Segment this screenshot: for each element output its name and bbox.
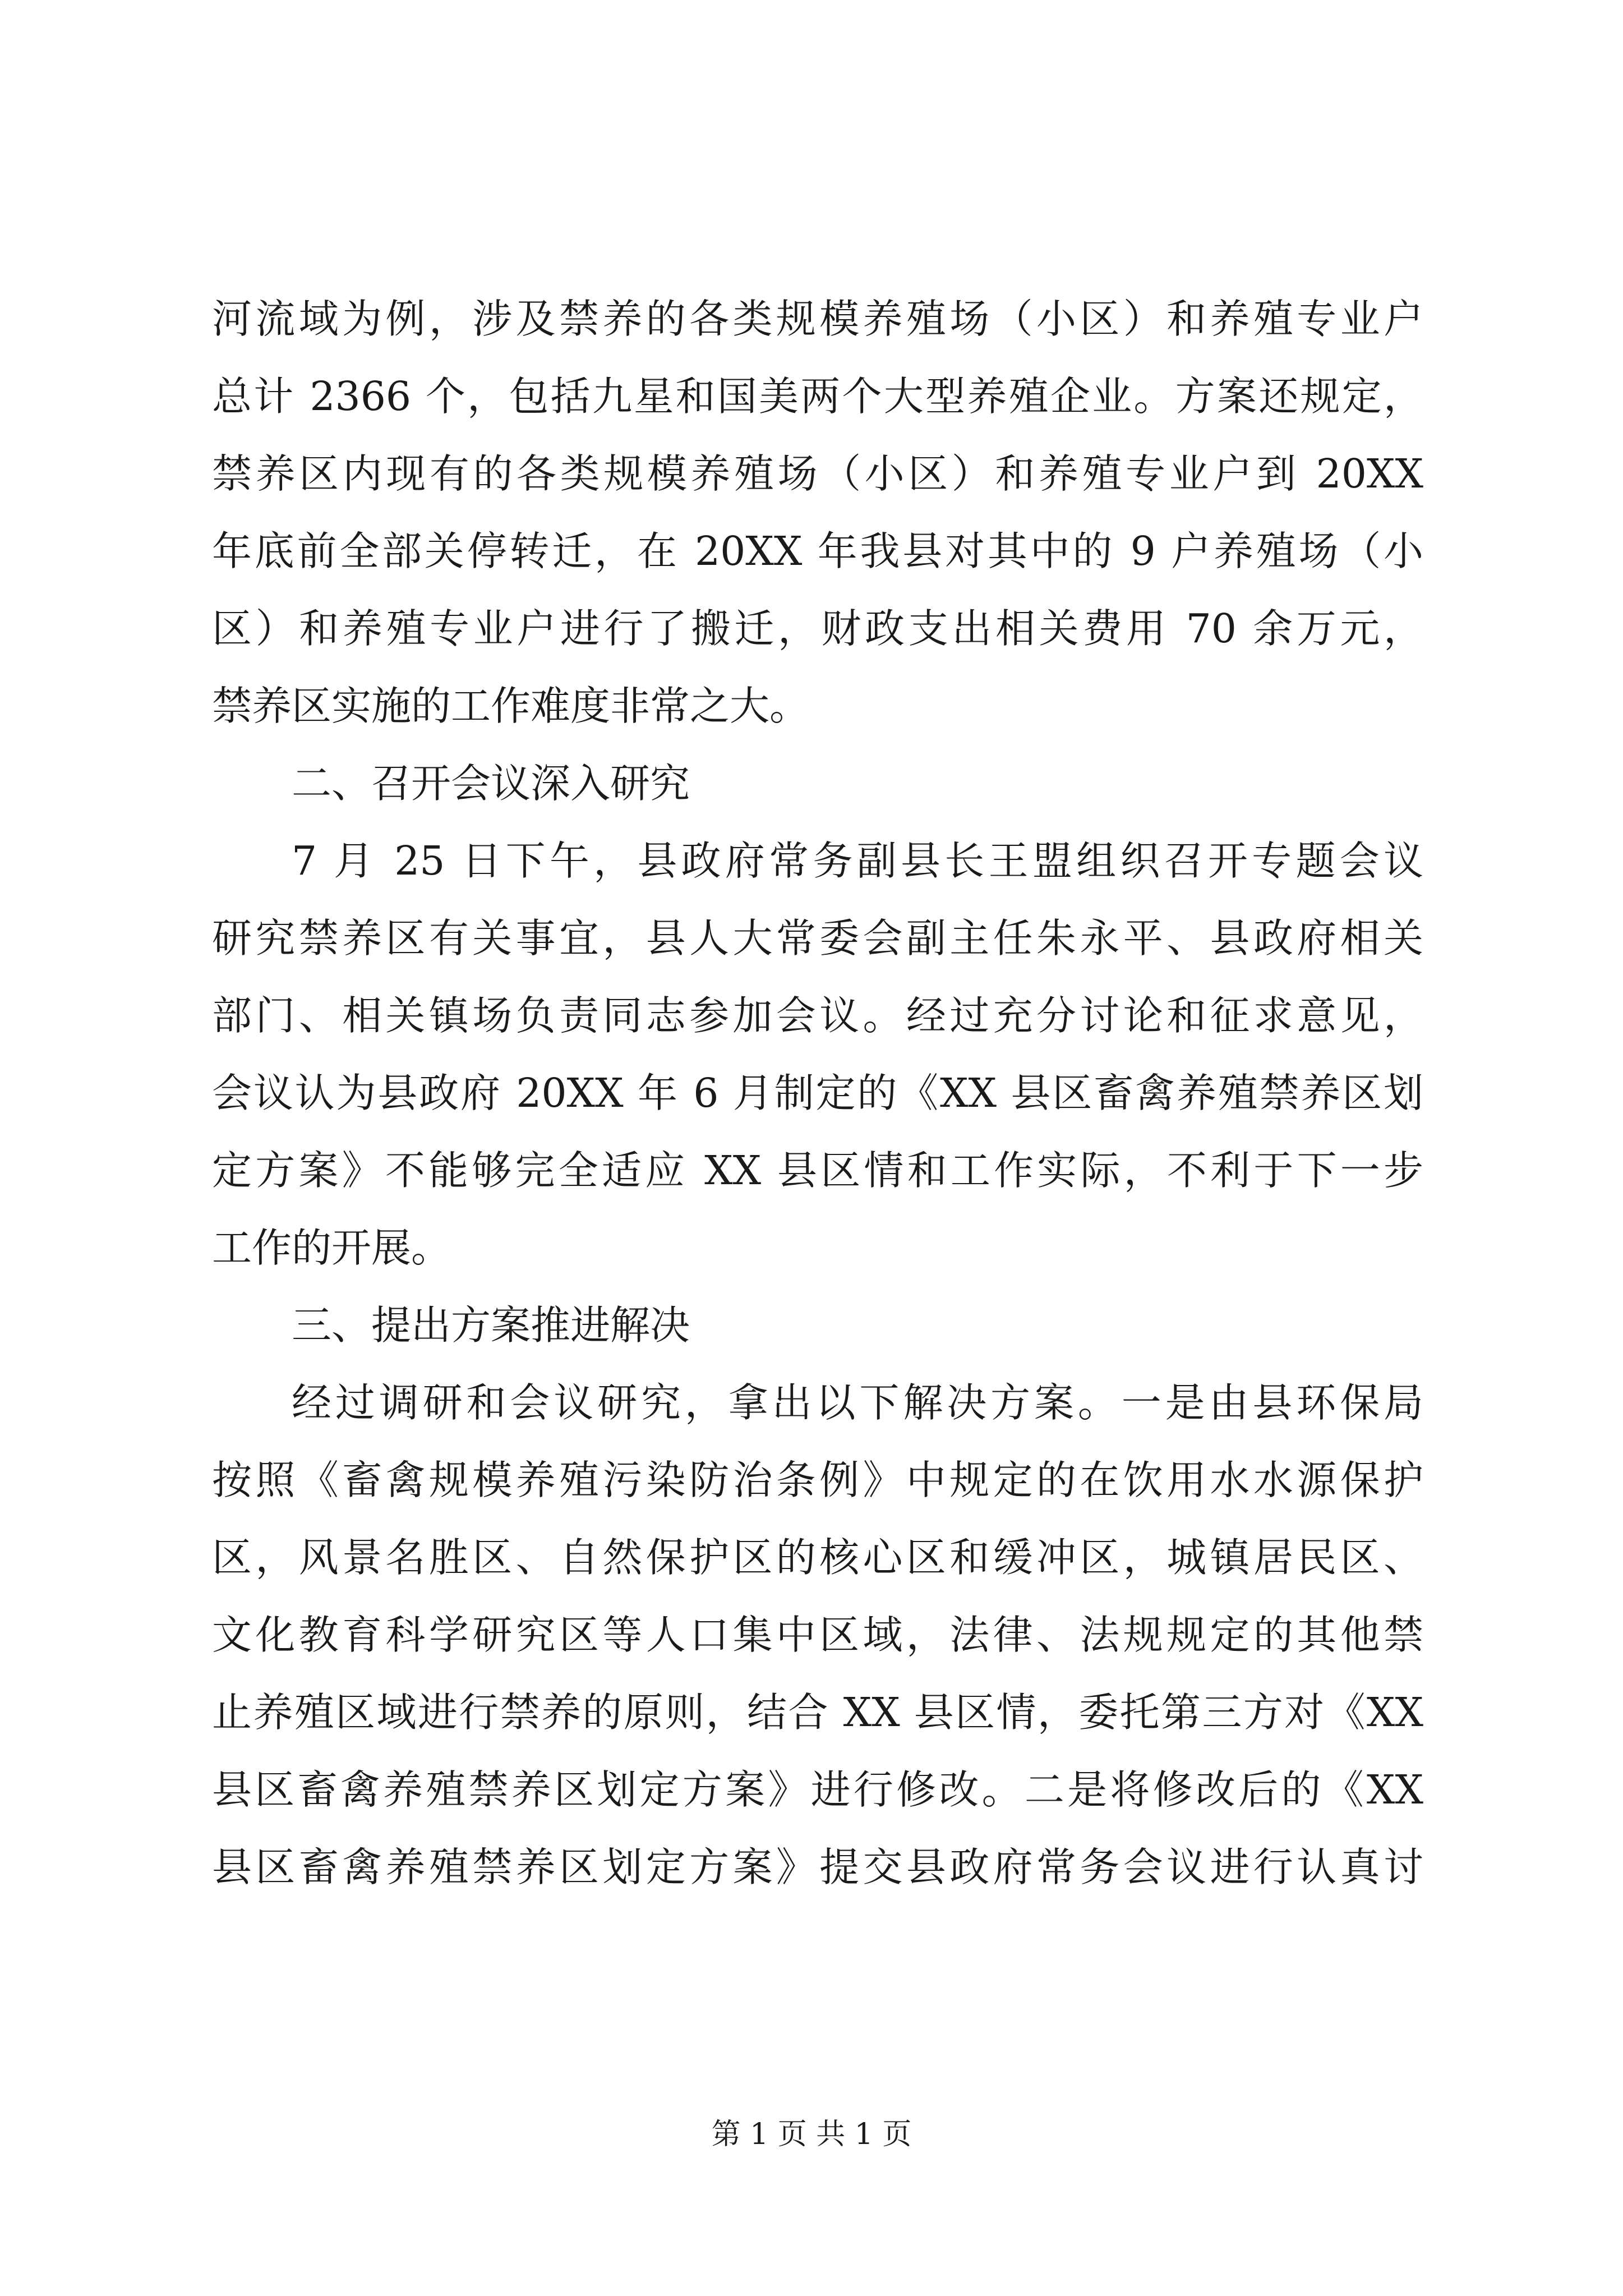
text-line: 定方案》不能够完全适应 XX 县区情和工作实际，不利于下一步 <box>212 1147 1423 1194</box>
text-line: 部门、相关镇场负责同志参加会议。经过充分讨论和征求意见， <box>212 992 1423 1039</box>
page-footer: 第 1 页 共 1 页 <box>711 2118 912 2151</box>
text-line: 禁养区内现有的各类规模养殖场（小区）和养殖专业户到 20XX <box>212 450 1423 497</box>
text-line: 会议认为县政府 20XX 年 6 月制定的《XX 县区畜禽养殖禁养区划 <box>212 1070 1423 1116</box>
text-line: 按照《畜禽规模养殖污染防治条例》中规定的在饮用水水源保护 <box>212 1457 1423 1503</box>
text-line: 区）和养殖专业户进行了搬迁，财政支出相关费用 70 余万元， <box>212 605 1423 652</box>
text-line: 县区畜禽养殖禁养区划定方案》进行修改。二是将修改后的《XX <box>212 1766 1423 1813</box>
text-line: 禁养区实施的工作难度非常之大。 <box>212 683 810 729</box>
document-body <box>212 280 1423 1906</box>
text-line: 区，风景名胜区、自然保护区的核心区和缓冲区，城镇居民区、 <box>212 1534 1423 1581</box>
text-line: 止养殖区域进行禁养的原则，结合 XX 县区情，委托第三方对《XX <box>212 1689 1423 1736</box>
text-line: 经过调研和会议研究，拿出以下解决方案。一是由县环保局 <box>292 1379 1423 1426</box>
text-line: 文化教育科学研究区等人口集中区域，法律、法规规定的其他禁 <box>212 1612 1423 1658</box>
text-line: 研究禁养区有关事宜，县人大常委会副主任朱永平、县政府相关 <box>212 915 1423 961</box>
text-line: 总计 2366 个，包括九星和国美两个大型养殖企业。方案还规定， <box>212 373 1423 420</box>
text-line: 年底前全部关停转迁，在 20XX 年我县对其中的 9 户养殖场（小 <box>212 528 1423 574</box>
text-line: 7 月 25 日下午，县政府常务副县长王盟组织召开专题会议 <box>292 838 1423 884</box>
text-line: 三、提出方案推进解决 <box>292 1302 690 1349</box>
text-line: 河流域为例，涉及禁养的各类规模养殖场（小区）和养殖专业户 <box>212 296 1423 342</box>
text-line: 县区畜禽养殖禁养区划定方案》提交县政府常务会议进行认真讨 <box>212 1844 1423 1890</box>
text-line: 工作的开展。 <box>212 1225 451 1271</box>
text-line: 二、召开会议深入研究 <box>292 760 690 807</box>
